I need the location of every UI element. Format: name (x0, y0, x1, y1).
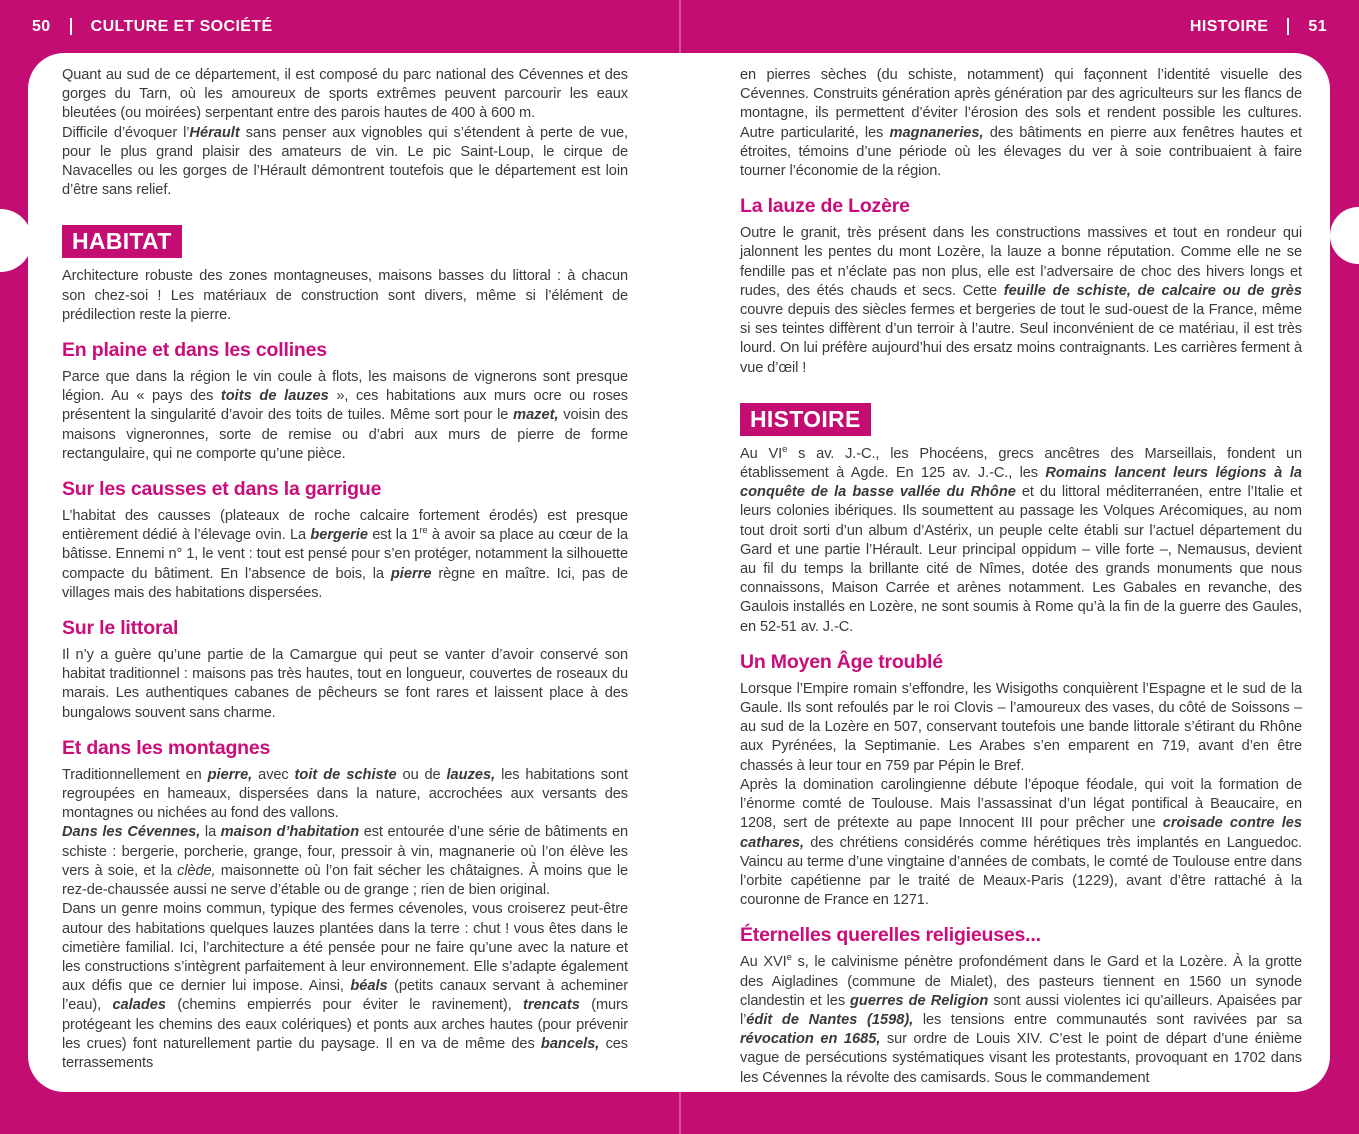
top-bar (0, 0, 1359, 53)
paragraph: L’habitat des causses (plateaux de roche calcaire fortement érodés) est presque entièrement dédié à l’élevage ovin. La bergerie est la 1re à avoir sa place au cœur de la bâtisse. Ennemi n° 1, le vent : tout est pensé pour s’en protéger, notamment la silhouette compacte du bâtiment. En l’absence de bois, la pierre règne en maître. Ici, pas de villages mais des habitations dispersées. (62, 508, 628, 601)
paragraph: Après la domination carolingienne débute l’époque féodale, qui voit la formation de l’énorme comté de Toulouse. Mais l’assassinat d’un légat pontifical à Beaucaire, en 1208, sert de prétexte au pape Innocent III pour prêcher une croisade contre les cathares, des chrétiens considérés comme hérétiques très implantés en Languedoc. Vaincu au terme d’une vingtaine d’années de combats, le comté de Toulouse entre dans l’orbite capétienne par le traité de Meaux-Paris (1229), avant d’être rattaché à la couronne de France en 1271. (740, 776, 1303, 909)
subheading-causses-garrigue: Sur les causses et dans la garrigue (62, 478, 382, 501)
page-number-right: 51 (1308, 17, 1327, 35)
paragraph: Lorsque l’Empire romain s’effondre, les Wisigoths conquièrent l’Espagne et le sud de la Gaule. Ils sont refoulés par le roi Clovis – l’amoureux des vases, du côté de Soissons – au sud de la Lozère en 507, conservant toutefois une bande littorale s’étirant du Rhône aux Pyrénées, la Septimanie. Les Arabes s’en emparent en 719, avant d’en être chassés à leur tour en 759 par Pépin le Bref. (740, 680, 1302, 774)
section-title-habitat: HABITAT (62, 225, 182, 258)
subheading-moyen-age: Un Moyen Âge troublé (740, 650, 943, 673)
paragraph: Outre le granit, très présent dans les constructions massives et tout en rondeur qui jalonnent les pentes du mont Lozère, la lauze a bonne réputation. Comme elle ne se fendille pas et n’éclate pas non plus, elle est l’adversaire de choc des hivers longs et rudes, des étés chauds et secs. Cette feuille de schiste, de calcaire ou de grès couvre depuis des siècles fermes et bergeries de tout le sud-ouest de la France, même si ses teintes diffèrent d’un terroir à l’autre. Seul inconvénient de ce matériau, il est très lourd. On lui préfère aujourd’hui des ersatz moins contraignants. Les carrières ferment à vue d’œil ! (740, 225, 1302, 376)
page-gutter (679, 0, 681, 1134)
header-title-right: HISTOIRE (1189, 17, 1269, 35)
paragraph: en pierres sèches (du schiste, notamment) qui façonnent l’identité visuelle des Cévennes. Construits génération après génération par des agriculteurs sur les flancs de montagne, ils permettent d’éviter l’érosion des sols et rendent possible les cultures. Autre particularité, les magnaneries, des bâtiments en pierre aux fenêtres hautes et étroites, témoins d’une période où les élevages du ver à soie contribuaient à faire tourner l’économie de la région. (740, 67, 1302, 180)
paragraph: Quant au sud de ce département, il est composé du parc national des Cévennes et des gorges du Tarn, où les amoureux de sports extrêmes peuvent parcourir les eaux bleutées (ou moirées) serpentant entre des parois hautes de 400 à 600 m. (62, 67, 628, 122)
header-right (1190, 18, 1327, 36)
header-title-left: CULTURE ET SOCIÉTÉ (90, 17, 273, 35)
subheading-plaine-collines: En plaine et dans les collines (62, 339, 327, 362)
page-number-left: 50 (32, 17, 51, 35)
paragraph: Parce que dans la région le vin coule à flots, les maisons de vignerons sont presque légion. Au « pays des toits de lauzes », ces habitations aux murs ocre ou roses présentent la singularité d’avoir des toits de tuiles. Même sort pour le mazet, voisin des maisons vigneronnes, sorte de remise ou d’abri aux murs de pierre de forme rectangulaire, qui ne comporte qu’une pièce. (62, 369, 628, 462)
paragraph: Dans un genre moins commun, typique des fermes cévenoles, vous croiserez peut-être autour des habitations quelques lauzes plantées dans la terre : chut ! vous êtes dans le cimetière familial. Ici, l’architecture a été pensée pour ne faire qu’une avec la nature et les constructions s’intègrent parfaitement à leur environnement. Elle s’adapte également aux défis que ce dernier lui impose. Ainsi, béals (petits canaux servant à acheminer l’eau), calades (chemins empierrés pour éviter le ravinement), trencats (murs protégeant les chemins des eaux colériques) et ponts aux arches hautes (pour prévenir les crues) font naturellement partie du paysage. Il en va de même des bancels, ces terrassements (62, 901, 628, 1071)
paragraph: Au XVIe s, le calvinisme pénètre profondément dans le Gard et la Lozère. À la grotte des Aigladines (commune de Mialet), des pasteurs tiennent en 1560 un synode clandestin et les guerres de Religion sont aussi violentes ici qu’ailleurs. Apaisées par l’édit de Nantes (1598), les tensions entre communautés sont ravivées par sa révocation en 1685, sur ordre de Louis XIV. C’est le point de départ d’une énième vague de persécutions systématiques visant les protestants, provoquant en 1702 dans les Cévennes la révolte des camisards. Sous le commandement (740, 952, 1303, 1086)
subheading-querelles-religieuses: Éternelles querelles religieuses... (740, 924, 1041, 947)
header-left (32, 18, 273, 36)
paragraph: Traditionnellement en pierre, avec toit de schiste ou de lauzes, les habitations sont regroupées en hameaux, dispersées dans la nature, accrochées aux versants des montagnes ou nichées au fond des vallons. (62, 766, 628, 822)
paragraph: Architecture robuste des zones montagneuses, maisons basses du littoral : à chacun son chez-soi ! Les matériaux de construction sont divers, même si l’élément de prédilection reste la pierre. (62, 268, 628, 323)
paragraph: Difficile d’évoquer l’Hérault sans penser aux vignobles qui s’étendent à perte de vue, pour le plus grand plaisir des amateurs de vin. Le pic Saint-Loup, le cirque de Navacelles ou les gorges de l’Hérault démontrent toutefois que le département est loin d’être sans relief. (62, 124, 628, 199)
page-51-column (740, 66, 1302, 1088)
section-title-histoire: HISTOIRE (740, 403, 871, 436)
subheading-littoral: Sur le littoral (62, 617, 179, 640)
header-divider-icon (70, 18, 72, 35)
paragraph: Dans les Cévennes, la maison d’habitation est entourée d’une série de bâtiments en schiste : bergerie, porcherie, grange, four, pressoir à vin, magnanerie où l’on élève les vers à soie, et la clède, maisonnette où l’on fait sécher les châtaignes. À moins que le rez-de-chaussée aussi ne serve d’étable ou de grange ; rien de bien original. (62, 824, 628, 899)
header-divider-icon (1287, 18, 1289, 35)
page-50-column (62, 66, 628, 1073)
subheading-lauze-lozere: La lauze de Lozère (740, 195, 910, 218)
paragraph: Il n’y a guère qu’une partie de la Camargue qui peut se vanter d’avoir conservé son habitat traditionnel : maisons pas très hautes, tout en longueur, couvertes de roseaux du marais. Les authentiques cabanes de pêcheurs se font rares et laissent place à des bungalows souvent sans charme. (62, 647, 628, 721)
paragraph: Au VIe s av. J.-C., les Phocéens, grecs ancêtres des Marseillais, fondent un établissement à Agde. En 125 av. J.-C., les Romains lancent leurs légions à la conquête de la basse vallée du Rhône et du littoral méditerranéen, entre l’Italie et leurs colonies ibériques. Ils soumettent au passage les Volques Arécomiques, au nom tout droit sorti d’un album d’Astérix, un peuple celte établi sur l’actuel département du Gard et une partie l’Hérault. Leur principal oppidum – ville forte –, Nemausus, devient au fil du temps la brillante cité de Nîmes, dotée des grands monuments que nous connaissons, Maison Carrée et arènes notamment. Les Gabales en revanche, des Gaulois installés en Lozère, ne sont soumis à Rome qu’à la fin de la guerre des Gaules, en 52-51 av. J.-C. (740, 443, 1302, 635)
thumb-notch-right (1330, 207, 1359, 264)
subheading-montagnes: Et dans les montagnes (62, 736, 271, 759)
